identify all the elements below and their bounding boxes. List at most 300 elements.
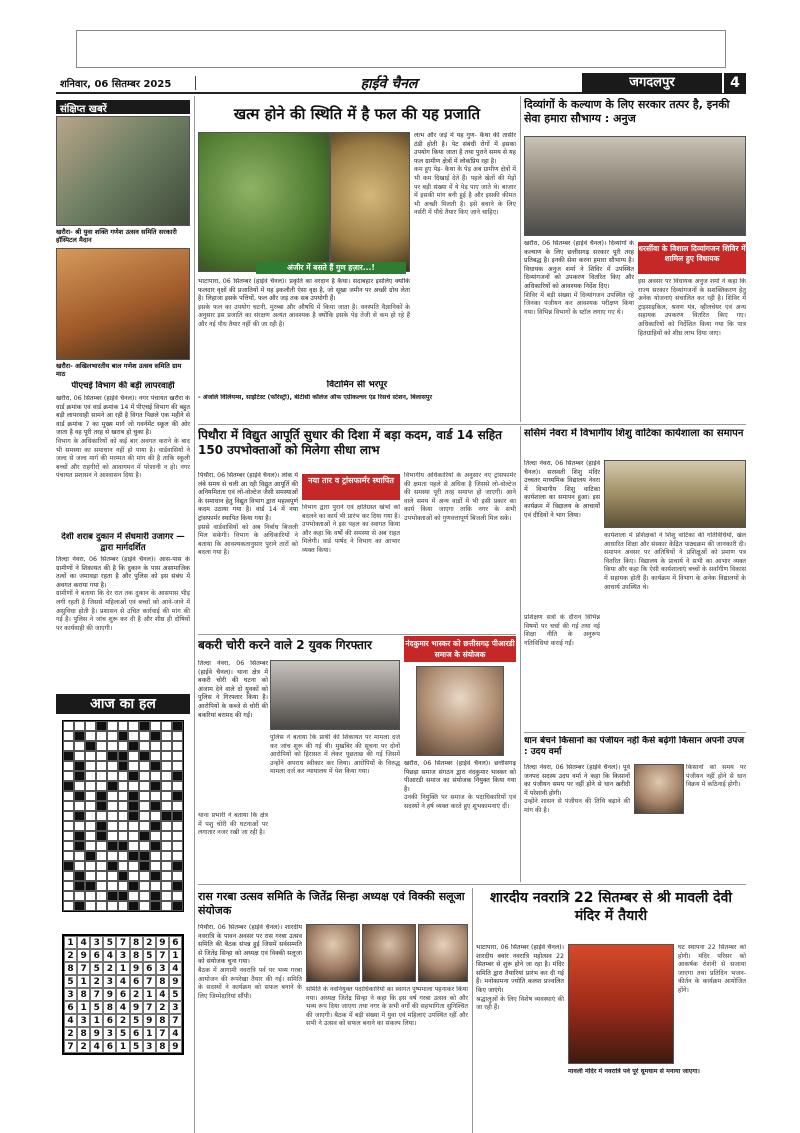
camp-photo bbox=[524, 136, 746, 236]
crossword-cell bbox=[85, 821, 96, 831]
crossword-cell bbox=[74, 731, 85, 741]
crossword-cell bbox=[128, 761, 139, 771]
crossword-cell bbox=[74, 781, 85, 791]
crossword-cell bbox=[107, 861, 118, 871]
crossword-cell bbox=[96, 761, 107, 771]
crossword-cell bbox=[139, 761, 150, 771]
brief-news-header bbox=[56, 100, 190, 114]
sudoku-cell: 8 bbox=[77, 988, 90, 1001]
mavli-devi-photo bbox=[568, 944, 674, 1064]
crossword-cell bbox=[161, 761, 172, 771]
crossword-cell bbox=[96, 781, 107, 791]
crossword-cell bbox=[107, 801, 118, 811]
liquor-shop-story bbox=[56, 556, 190, 691]
crossword-cell bbox=[139, 841, 150, 851]
crossword-cell bbox=[85, 851, 96, 861]
crossword-cell bbox=[128, 871, 139, 881]
crossword-cell bbox=[107, 891, 118, 901]
sudoku-cell: 6 bbox=[169, 936, 182, 949]
crossword-cell bbox=[172, 781, 183, 791]
crossword-cell bbox=[74, 841, 85, 851]
sudoku-cell: 3 bbox=[103, 1027, 116, 1040]
crossword-cell bbox=[74, 761, 85, 771]
nandkumar-filler: उनकी नियुक्ति पर समाज के पदाधिकारियों एवं सदस्यों ने हर्ष व्यक्त करते हुए शुभकामनाएं दीं। bbox=[404, 794, 516, 810]
garba-filler-1: बैठक में आगामी नवरात्रि पर्व पर भव्य गरबा आयोजन की रूपरेखा तैयार की गई। समिति के सदस्यों ने कार्यक्रम को सफल बनाने के लिए जिम्मेदारियां सौंपी। bbox=[198, 966, 302, 1000]
navratri-text: भाटापारा, 06 सितम्बर (हाईवे चैनल)। शारदीय क्वांर नवरात्रि महोत्सव 22 सितम्बर से शुरू होने जा रहा है। मंदिर समिति द्वारा तैयारियां प्रारंभ कर दी गई हैं। मनोकामना ज्योति कलश प्रज्वलित किए जाएंगे। bbox=[476, 944, 564, 994]
crossword-cell bbox=[139, 891, 150, 901]
sudoku-cell: 4 bbox=[169, 962, 182, 975]
column-rule-3 bbox=[520, 426, 521, 882]
crossword-cell bbox=[172, 831, 183, 841]
sudoku-cell: 7 bbox=[143, 1001, 156, 1014]
crossword-cell bbox=[150, 851, 161, 861]
vicky-portrait bbox=[362, 924, 416, 982]
sudoku-cell: 9 bbox=[156, 936, 169, 949]
sudoku-cell: 6 bbox=[90, 949, 103, 962]
garba-text: पिथौरा, 06 सितम्बर (हाईवे चैनल)। शारदीय नवरात्रि के पावन अवसर पर रास गरबा उत्सव समिति की बैठक संपन्न हुई जिसमें सर्वसम्मति से जितेंद्र सिन्हा को अध्यक्ष एवं विक्की सलूजा को संयोजक चुना गया। bbox=[198, 924, 302, 966]
crossword-cell bbox=[74, 801, 85, 811]
crossword-cell bbox=[128, 831, 139, 841]
masthead-date: शनिवार, 06 सितम्बर 2025 bbox=[56, 76, 196, 90]
crossword-cell bbox=[172, 901, 183, 911]
crossword-cell bbox=[118, 821, 129, 831]
crossword-cell bbox=[63, 731, 74, 741]
crossword-cell bbox=[63, 741, 74, 751]
pithora-story-mid bbox=[302, 504, 400, 632]
sudoku-cell: 2 bbox=[116, 1014, 129, 1027]
crossword-cell bbox=[63, 761, 74, 771]
sudoku-cell: 5 bbox=[130, 1014, 143, 1027]
sudoku-cell: 7 bbox=[156, 949, 169, 962]
shishu-vatika-text: तिल्दा नेवरा, 06 सितम्बर (हाईवे चैनल)। सरस्वती शिशु मंदिर उच्चतर माध्यमिक विद्यालय नेवरा में विभागीय शिशु वाटिका कार्यशाला का समापन हुआ। इस कार्यक्रम में विद्यालय के आचार्यों एवं दीदियों ने भाग लिया। bbox=[524, 460, 600, 519]
crossword-cell bbox=[118, 871, 129, 881]
crossword-cell bbox=[96, 841, 107, 851]
workshop-photo bbox=[604, 460, 746, 528]
crossword-cell bbox=[85, 771, 96, 781]
pithora-filler-2: विभाग द्वारा पुराने एवं क्षतिग्रस्त खंभों को बदलने का कार्य भी प्रारंभ कर दिया गया है। उपभोक्ताओं ने इस पहल का स्वागत किया और कहा कि वर्षों की समस्या से अब राहत मिलेगी। वार्ड पार्षद ने विभाग का आभार व्यक्त किया। bbox=[302, 504, 400, 554]
garba-headline: रास गरबा उत्सव समिति के जितेंद्र सिन्हा अध्यक्ष एवं विक्की सलूजा संयोजक bbox=[198, 890, 465, 917]
crossword-cell bbox=[172, 881, 183, 891]
crossword-cell bbox=[172, 751, 183, 761]
crossword-cell bbox=[139, 901, 150, 911]
crossword-cell bbox=[150, 781, 161, 791]
sudoku-cell: 3 bbox=[90, 936, 103, 949]
crossword-cell bbox=[128, 891, 139, 901]
shishu-vatika-filler: कार्यशाला में प्रशिक्षकों ने शिशु वाटिका की गतिविधियों, खेल आधारित शिक्षा और संस्कार केंद्रित पाठ्यक्रम की जानकारी दी। समापन अवसर पर अतिथियों ने प्रशिक्षुओं को प्रमाण पत्र वितरित किए। विद्यालय के प्राचार्य ने सभी का आभार व्यक्त किया और कहा कि ऐसी कार्यशालाएं बच्चों के सर्वांगीण विकास में सहायक होती हैं। कार्यक्रम में विभाग के अनेक विद्यालयों के आचार्य उपस्थित थे। bbox=[604, 532, 746, 591]
row-rule-4 bbox=[198, 884, 746, 885]
crossword-cell bbox=[172, 841, 183, 851]
crossword-cell bbox=[96, 731, 107, 741]
pithora-filler-3: विभागीय अधिकारियों के अनुसार नए ट्रांसफार्मर की क्षमता पहले से अधिक है जिससे लो-वोल्टेज की समस्या पूरी तरह समाप्त हो जाएगी। आने वाले समय में अन्य वार्डों में भी इसी प्रकार का कार्य किया जाएगा ताकि नगर के सभी उपभोक्ताओं को गुणवत्तापूर्ण बिजली मिल सके। bbox=[404, 472, 516, 522]
sudoku-cell: 1 bbox=[64, 936, 77, 949]
sudoku-cell: 9 bbox=[130, 1001, 143, 1014]
crossword-cell bbox=[63, 871, 74, 881]
sudoku-cell: 9 bbox=[169, 975, 182, 988]
goat-theft-headline: बकरी चोरी करने वाले 2 युवक गिरफ्तार bbox=[198, 638, 372, 652]
crossword-cell bbox=[74, 851, 85, 861]
sudoku-cell: 9 bbox=[90, 1027, 103, 1040]
pithora-filler-1: इससे वार्डवासियों को अब निर्बाध बिजली मिल सकेगी। विभाग के अधिकारियों ने बताया कि आवश्यकतानुसार पुराने तारों को बदला गया है। bbox=[198, 523, 298, 557]
sudoku-cell: 5 bbox=[169, 988, 182, 1001]
crossword-cell bbox=[107, 871, 118, 881]
crossword-cell bbox=[63, 881, 74, 891]
crossword-cell bbox=[150, 761, 161, 771]
crossword-cell bbox=[150, 821, 161, 831]
crossword-cell bbox=[172, 811, 183, 821]
crossword-cell bbox=[161, 871, 172, 881]
crossword-cell bbox=[74, 751, 85, 761]
crossword-cell bbox=[172, 761, 183, 771]
crossword-cell bbox=[96, 831, 107, 841]
crossword-cell bbox=[74, 871, 85, 881]
sudoku-cell: 1 bbox=[169, 949, 182, 962]
crossword-cell bbox=[74, 881, 85, 891]
crossword-cell bbox=[139, 721, 150, 731]
sudoku-cell: 2 bbox=[64, 949, 77, 962]
sudoku-cell: 7 bbox=[143, 975, 156, 988]
sudoku-cell: 6 bbox=[116, 988, 129, 1001]
crossword-cell bbox=[172, 861, 183, 871]
crossword-cell bbox=[85, 811, 96, 821]
crossword-cell bbox=[107, 831, 118, 841]
crossword-cell bbox=[150, 751, 161, 761]
sudoku-cell: 2 bbox=[90, 975, 103, 988]
crossword-cell bbox=[150, 811, 161, 821]
paddy-story-right bbox=[686, 764, 746, 880]
lead-text-2: लाभ और जड़ें में यह गुण- कैथा की तासीर ठंडी होती है। पेट संबंधी रोगों में इसका उपयोग किया जाता है तथा पुराने समय से यह फल ग्रामीण क्षेत्रों में लोकप्रिय रहा है। bbox=[414, 132, 516, 165]
crossword-cell bbox=[118, 771, 129, 781]
crossword-cell bbox=[118, 761, 129, 771]
shishu-vatika-story-left bbox=[524, 460, 600, 610]
sudoku-cell: 5 bbox=[116, 1027, 129, 1040]
crossword-cell bbox=[96, 801, 107, 811]
sudoku-cell: 9 bbox=[130, 962, 143, 975]
sudoku-cell: 8 bbox=[64, 962, 77, 975]
sudoku-cell: 7 bbox=[90, 988, 103, 1001]
crossword-cell bbox=[150, 891, 161, 901]
crossword-cell bbox=[128, 821, 139, 831]
crossword-cell bbox=[63, 821, 74, 831]
crossword-cell bbox=[63, 851, 74, 861]
crossword-cell bbox=[96, 741, 107, 751]
phe-story bbox=[56, 395, 190, 530]
phe-headline: पीएचई विभाग की बड़ी लापरवाही bbox=[71, 381, 175, 391]
crossword-cell bbox=[128, 751, 139, 761]
crossword-cell bbox=[150, 871, 161, 881]
sudoku-cell: 4 bbox=[116, 1001, 129, 1014]
crossword-cell bbox=[107, 731, 118, 741]
crossword-cell bbox=[107, 901, 118, 911]
crossword-cell bbox=[107, 721, 118, 731]
masthead-title: हाईवे चैनल bbox=[360, 75, 418, 92]
sudoku-cell: 3 bbox=[77, 1014, 90, 1027]
sudoku-cell: 5 bbox=[103, 936, 116, 949]
phe-story-text: खरौरा, 06 सितम्बर (हाईवे चैनल)। नगर पंचायत खरौरा के वार्ड क्रमांक एवं वार्ड क्रमांक 14 में पीएचई विभाग की बहुत बड़ी लापरवाही सामने आ रही है विगत पिछले एक महीने से वार्ड क्रमांक 7 का मुख्य मार्ग जो गवर्नमेंट स्कूल की ओर जाता है वह पूरी तरह से खराब हो चुका है। bbox=[56, 395, 190, 437]
crossword-cell bbox=[74, 821, 85, 831]
crossword-cell bbox=[139, 871, 150, 881]
crossword-cell bbox=[74, 811, 85, 821]
crossword-cell bbox=[85, 861, 96, 871]
crossword-cell bbox=[161, 731, 172, 741]
paddy-filler-1: उन्होंने शासन से पंजीयन की तिथि बढ़ाने की मांग की है। bbox=[524, 798, 630, 814]
crossword-cell bbox=[107, 771, 118, 781]
crossword-cell bbox=[150, 771, 161, 781]
sudoku-cell: 3 bbox=[116, 949, 129, 962]
crossword-cell bbox=[85, 761, 96, 771]
crossword-cell bbox=[96, 791, 107, 801]
crossword-cell bbox=[161, 821, 172, 831]
crossword-cell bbox=[128, 811, 139, 821]
crossword-cell bbox=[63, 781, 74, 791]
sudoku-cell: 7 bbox=[77, 962, 90, 975]
crossword-cell bbox=[107, 821, 118, 831]
crossword-cell bbox=[96, 811, 107, 821]
crossword-grid bbox=[62, 720, 184, 912]
crossword-cell bbox=[150, 841, 161, 851]
crossword-cell bbox=[107, 851, 118, 861]
crossword-cell bbox=[150, 731, 161, 741]
crossword-cell bbox=[96, 721, 107, 731]
crossword-cell bbox=[85, 801, 96, 811]
crossword-cell bbox=[85, 741, 96, 751]
crossword-cell bbox=[63, 901, 74, 911]
crossword-cell bbox=[74, 861, 85, 871]
sudoku-cell: 7 bbox=[169, 1014, 182, 1027]
crossword-cell bbox=[118, 801, 129, 811]
sudoku-cell: 8 bbox=[156, 975, 169, 988]
crossword-cell bbox=[128, 881, 139, 891]
row-rule-1 bbox=[198, 424, 746, 425]
garba-filler-2: समिति के नवनियुक्त पदाधिकारियों का स्वागत पुष्पमाला पहनाकर किया गया। अध्यक्ष जितेंद्र सिन्हा ने कहा कि इस वर्ष गरबा उत्सव को और भव्य रूप दिया जाएगा तथा नगर के सभी वर्गों की सहभागिता सुनिश्चित की जाएगी। बैठक में बड़ी संख्या में युवा एवं महिलाएं उपस्थित रहीं और सभी ने उत्सव को सफल बनाने का संकल्प लिया। bbox=[306, 986, 468, 1028]
sudoku-cell: 4 bbox=[169, 1027, 182, 1040]
crossword-cell bbox=[118, 791, 129, 801]
pithora-text: पिथौरा, 06 सितम्बर (हाईवे चैनल)। लोक में लंबे समय से चली आ रही विद्युत आपूर्ति की अनियमितता एवं लो-वोल्टेज जैसी समस्याओं के समाधान हेतु विद्युत विभाग द्वारा महत्वपूर्ण कदम उठाया गया है। वार्ड 14 में नया ट्रांसफार्मर स्थापित किया गया है। bbox=[198, 472, 298, 522]
sudoku-cell: 5 bbox=[90, 1001, 103, 1014]
crossword-cell bbox=[139, 751, 150, 761]
crossword-cell bbox=[96, 821, 107, 831]
crossword-cell bbox=[118, 741, 129, 751]
crossword-cell bbox=[96, 771, 107, 781]
crossword-cell bbox=[150, 801, 161, 811]
pithora-story-left bbox=[198, 472, 298, 632]
navratri-footnote bbox=[568, 1068, 746, 1133]
crossword-cell bbox=[139, 741, 150, 751]
sudoku-cell: 2 bbox=[77, 1040, 90, 1053]
crossword-cell bbox=[139, 881, 150, 891]
sudoku-cell: 1 bbox=[143, 1027, 156, 1040]
sudoku-cell: 5 bbox=[64, 975, 77, 988]
shishu-vatika-filler-2: प्रशिक्षण सत्रों के दौरान विभिन्न विषयों पर चर्चा की गई तथा नई शिक्षा नीति के अनुरूप गतिविधियां कराई गईं। bbox=[524, 614, 600, 647]
navratri-story-left bbox=[476, 944, 564, 1133]
liquor-shop-filler: ग्रामीणों ने बताया कि देर रात तक दुकान के आसपास भीड़ लगी रहती है जिससे महिलाओं एवं बच्चों को आने-जाने में असुविधा होती है। प्रशासन से उचित कार्रवाई की मांग की गई है। पुलिस ने जांच शुरू कर दी है और शीघ्र ही दोषियों पर कार्यवाही की जाएगी। bbox=[56, 590, 190, 632]
navratri-headline: शारदीय नवरात्रि 22 सितम्बर से श्री मावली देवी मंदिर में तैयारी bbox=[490, 890, 732, 924]
divyang-filler-2: इस अवसर पर विधायक अनुज शर्मा ने कहा कि राज्य सरकार दिव्यांगजनों के सशक्तिकरण हेतु अनेक योजनाएं संचालित कर रही है। शिविर में ट्राइसाइकिल, श्रवण यंत्र, व्हीलचेयर एवं अन्य सहायक उपकरण वितरित किए गए। अधिकारियों को निर्देशित किया गया कि पात्र हितग्राहियों को शीघ्र लाभ दिया जाए। bbox=[638, 278, 746, 337]
crossword-cell bbox=[128, 851, 139, 861]
crossword-cell bbox=[172, 791, 183, 801]
crossword-cell bbox=[172, 801, 183, 811]
sudoku-cell: 2 bbox=[156, 1001, 169, 1014]
shishu-vatika-story-col bbox=[524, 614, 600, 728]
pithora-story-right bbox=[404, 472, 516, 632]
crossword-cell bbox=[128, 801, 139, 811]
crossword-cell bbox=[150, 831, 161, 841]
crossword-cell bbox=[96, 851, 107, 861]
liquor-shop-headline: देशी शराब दुकान में सेंधमारी उजागर — द्वारा मार्गदर्शित bbox=[61, 532, 185, 553]
puzzle-solution-header: आज का हल bbox=[56, 694, 190, 714]
crossword-cell bbox=[107, 751, 118, 761]
sudoku-cell: 1 bbox=[116, 962, 129, 975]
crossword-cell bbox=[96, 901, 107, 911]
crossword-cell bbox=[139, 831, 150, 841]
navratri-foot-text: मावली मंदिर में नवरात्रि पर्व पूरे धूमधाम से मनाया जाएगा। bbox=[568, 1068, 700, 1075]
crossword-cell bbox=[172, 771, 183, 781]
crossword-cell bbox=[96, 881, 107, 891]
sudoku-cell: 4 bbox=[116, 975, 129, 988]
shishu-vatika-story-right bbox=[604, 532, 746, 728]
crossword-cell bbox=[63, 861, 74, 871]
sudoku-cell: 6 bbox=[130, 975, 143, 988]
divyang-filler-1: शिविर में बड़ी संख्या में दिव्यांगजन उपस्थित रहे जिनका पंजीयन कर आवश्यक परीक्षण किया गया। विभिन्न विभागों के स्टॉल लगाए गए थे। bbox=[524, 291, 634, 316]
crossword-cell bbox=[172, 871, 183, 881]
sudoku-cell: 6 bbox=[103, 1014, 116, 1027]
sudoku-cell: 3 bbox=[169, 1001, 182, 1014]
goat-theft-text: तिल्दा नेवरा, 06 सितम्बर (हाईवे चैनल)। थाना क्षेत्र में बकरी चोरी की घटना को अंजाम देने वाले दो युवकों को पुलिस ने गिरफ्तार किया है। आरोपियों के कब्जे से चोरी की बकरियां बरामद की गईं। bbox=[198, 660, 268, 719]
sudoku-cell: 2 bbox=[64, 1027, 77, 1040]
goat-theft-filler: पुलिस ने बताया कि प्रार्थी की शिकायत पर मामला दर्ज कर जांच शुरू की गई थी। मुखबिर की सूचना पर दोनों आरोपियों को हिरासत में लेकर पूछताछ की गई जिसमें उन्होंने अपराध स्वीकार कर लिया। आरोपियों के विरुद्ध मामला दर्ज कर न्यायालय में पेश किया गया। bbox=[270, 734, 400, 776]
goat-theft-story-right bbox=[270, 734, 400, 880]
crossword-cell bbox=[139, 801, 150, 811]
crossword-cell bbox=[96, 751, 107, 761]
crossword-cell bbox=[74, 831, 85, 841]
navratri-filler-1: श्रद्धालुओं के लिए विशेष व्यवस्थाएं की जा रही हैं। bbox=[476, 995, 564, 1012]
crossword-cell bbox=[161, 741, 172, 751]
crossword-cell bbox=[161, 841, 172, 851]
sudoku-cell: 9 bbox=[169, 1040, 182, 1053]
sudoku-cell: 5 bbox=[90, 962, 103, 975]
crossword-cell bbox=[118, 751, 129, 761]
crossword-cell bbox=[118, 891, 129, 901]
crossword-cell bbox=[128, 901, 139, 911]
sudoku-cell: 5 bbox=[143, 949, 156, 962]
crossword-cell bbox=[85, 871, 96, 881]
sudoku-cell: 4 bbox=[90, 1040, 103, 1053]
column-rule-1 bbox=[194, 96, 195, 1133]
crossword-cell bbox=[85, 791, 96, 801]
masthead-city: जगदलपुर bbox=[582, 73, 722, 93]
lead-photo-tag: अंजीर में बसते हैं गुण हज़ार...! bbox=[256, 262, 406, 274]
crossword-cell bbox=[63, 721, 74, 731]
crossword-cell bbox=[107, 781, 118, 791]
sudoku-cell: 7 bbox=[64, 1040, 77, 1053]
crossword-cell bbox=[139, 771, 150, 781]
sudoku-cell: 7 bbox=[116, 936, 129, 949]
photo1-caption: खरौरा- श्री युवा शक्ति गणेश उत्सव समिति सरकारी हॉस्पिटल मैदान bbox=[56, 228, 177, 244]
sudoku-cell: 3 bbox=[156, 962, 169, 975]
crossword-cell bbox=[118, 841, 129, 851]
crossword-cell bbox=[128, 861, 139, 871]
crossword-cell bbox=[118, 721, 129, 731]
crossword-cell bbox=[128, 721, 139, 731]
page-masthead bbox=[56, 74, 746, 94]
sudoku-cell: 1 bbox=[77, 1001, 90, 1014]
row-rule-3 bbox=[524, 732, 746, 733]
crossword-cell bbox=[139, 851, 150, 861]
crossword-cell bbox=[63, 791, 74, 801]
sudoku-cell: 8 bbox=[130, 949, 143, 962]
sudoku-cell: 9 bbox=[103, 988, 116, 1001]
jitendra-portrait bbox=[306, 924, 360, 982]
crossword-cell bbox=[118, 731, 129, 741]
ganesh-idol-photo bbox=[56, 116, 190, 226]
crossword-cell bbox=[107, 791, 118, 801]
lead-headline: खत्म होने की स्थिति में है फल की यह प्रजाति bbox=[233, 105, 481, 123]
sudoku-cell: 8 bbox=[130, 936, 143, 949]
sudoku-cell: 3 bbox=[64, 988, 77, 1001]
crossword-cell bbox=[161, 881, 172, 891]
column-rule-4 bbox=[472, 888, 473, 1133]
divyang-story-left bbox=[524, 240, 634, 418]
crossword-cell bbox=[63, 771, 74, 781]
navratri-filler-2: घट स्थापना 22 सितम्बर को होगी। मंदिर परिसर को आकर्षक रोशनी से सजाया जाएगा तथा प्रतिदिन भजन-कीर्तन के कार्यक्रम आयोजित होंगे। bbox=[678, 944, 746, 994]
crossword-cell bbox=[161, 781, 172, 791]
top-blank-strip bbox=[76, 30, 726, 68]
sudoku-cell: 3 bbox=[143, 1040, 156, 1053]
uday-verma-portrait bbox=[634, 764, 684, 814]
lead-subhead: विटामिन सी भरपूर bbox=[326, 380, 388, 390]
nandkumar-story bbox=[404, 760, 516, 880]
crossword-cell bbox=[85, 731, 96, 741]
crossword-cell bbox=[85, 841, 96, 851]
divyang-text: खरौरा, 06 सितम्बर (हाईवे चैनल)। दिव्यांगों के कल्याण के लिए छत्तीसगढ़ सरकार पूरी तरह प्रतिबद्ध है। इनकी सेवा करना हमारा सौभाग्य है। विधायक अनुज शर्मा ने शिविर में उपस्थित दिव्यांगजनों को उपकरण वितरित किए और अधिकारियों को आवश्यक निर्देश दिए। bbox=[524, 240, 634, 290]
sudoku-cell: 9 bbox=[77, 949, 90, 962]
crossword-cell bbox=[85, 881, 96, 891]
phe-story-filler: विभाग के अधिकारियों को कई बार अवगत कराने के बाद भी समस्या का समाधान नहीं हो पाया है। वार्डवासियों ने जल्द से जल्द मार्ग की मरम्मत की मांग की है ताकि स्कूली बच्चों और राहगीरों को आवागमन में परेशानी न हो। नगर पंचायत प्रशासन ने आश्वासन दिया है। bbox=[56, 437, 190, 480]
fig-cut-photo bbox=[330, 132, 410, 272]
crossword-cell bbox=[128, 771, 139, 781]
sudoku-cell: 8 bbox=[103, 1001, 116, 1014]
crossword-cell bbox=[172, 851, 183, 861]
crossword-cell bbox=[74, 771, 85, 781]
sudoku-cell: 2 bbox=[103, 962, 116, 975]
crossword-cell bbox=[150, 861, 161, 871]
crossword-cell bbox=[63, 811, 74, 821]
crossword-cell bbox=[63, 841, 74, 851]
crossword-cell bbox=[128, 841, 139, 851]
crossword-cell bbox=[107, 811, 118, 821]
crossword-cell bbox=[107, 741, 118, 751]
pithora-tag: नया तार व ट्रांसफार्मर स्थापित bbox=[302, 474, 400, 500]
crossword-cell bbox=[107, 761, 118, 771]
nandkumar-portrait bbox=[416, 666, 504, 756]
crossword-cell bbox=[139, 821, 150, 831]
crossword-cell bbox=[118, 881, 129, 891]
accused-photo bbox=[270, 660, 400, 730]
crossword-cell bbox=[107, 881, 118, 891]
crossword-cell bbox=[150, 741, 161, 751]
crossword-cell bbox=[118, 851, 129, 861]
goat-theft-filler-2: थाना प्रभारी ने बताया कि क्षेत्र में पशु चोरी की घटनाओं पर लगातार नजर रखी जा रही है। bbox=[198, 812, 268, 837]
lead-filler-2: कम हुए पेड़- कैथा के पेड़ अब ग्रामीण क्षेत्रों में भी कम दिखाई देते हैं। पहले खेतों की मेड़ों पर बड़ी संख्या में ये पेड़ पाए जाते थे। बाजार में इसकी मांग बनी हुई है और इसकी कीमत भी अच्छी मिलती है। इसे बचाने के लिए नर्सरी में पौधे तैयार किए जाने चाहिए। bbox=[414, 166, 516, 217]
sudoku-cell: 2 bbox=[130, 988, 143, 1001]
lead-byline: - अंजलि विलियम्स, साइंटिस्ट (फॉरेस्ट्री), बीटीसी कॉलेज ऑफ एग्रीकल्चर एंड रिसर्च स्टेशन, बिलासपुर bbox=[198, 394, 433, 401]
crossword-cell bbox=[85, 721, 96, 731]
crossword-cell bbox=[128, 731, 139, 741]
crossword-cell bbox=[63, 831, 74, 841]
lead-text-1: भाटापारा, 06 सितम्बर (हाईवे चैनल)। प्रकृति का वरदान है कैथा। सदाबहार इसलिए क्योंकि फलदार वृक्षों की प्रजातियों में यह इकलौती ऐसा वृक्ष है, जो सूखा जमीन पर अच्छी ग्रोथ लेता है। लिहाजा इसके पत्तियों, फल और जड़ तक सब उपयोगी हैं। bbox=[198, 278, 410, 303]
lead-byline-box bbox=[198, 394, 516, 420]
lead-body-left bbox=[198, 278, 410, 378]
sudoku-cell: 2 bbox=[143, 936, 156, 949]
